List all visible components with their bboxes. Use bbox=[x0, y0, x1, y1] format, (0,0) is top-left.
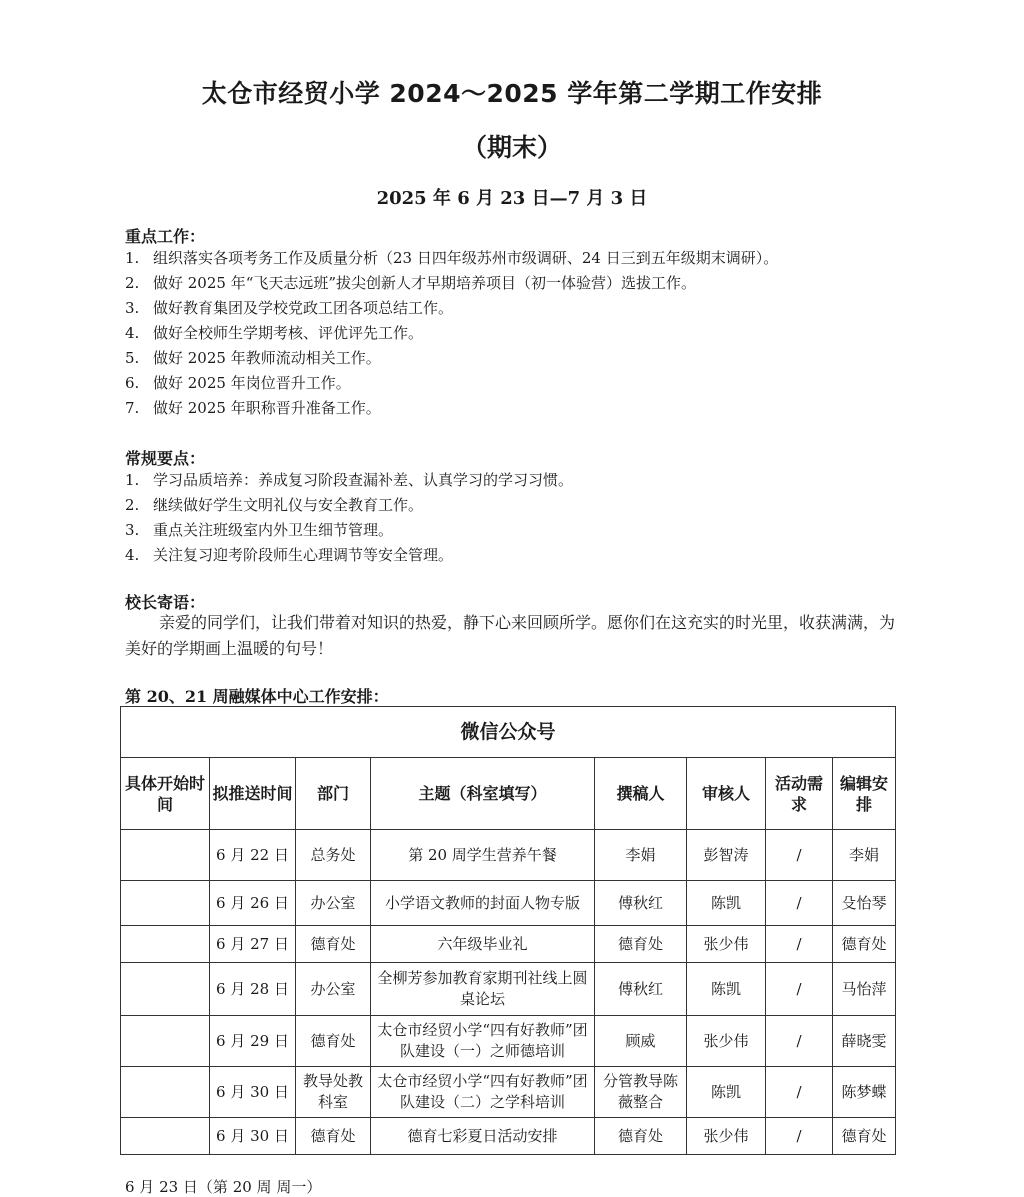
column-header: 撰稿人 bbox=[595, 758, 687, 830]
list-item bbox=[125, 246, 778, 271]
list-item-text: 继续做好学生文明礼仪与安全教育工作。 bbox=[153, 496, 424, 514]
table-row bbox=[121, 963, 896, 1016]
list-item bbox=[125, 371, 778, 396]
table-row bbox=[121, 881, 896, 926]
reviewer-cell: 张少伟 bbox=[687, 1016, 766, 1067]
list-item-text: 重点关注班级室内外卫生细节管理。 bbox=[153, 521, 394, 539]
needs-cell: / bbox=[766, 1016, 833, 1067]
writer-cell: 傅秋红 bbox=[595, 881, 687, 926]
reviewer-cell: 张少伟 bbox=[687, 1118, 766, 1155]
push-date-cell: 6 月 28 日 bbox=[210, 963, 296, 1016]
list-item bbox=[125, 396, 778, 421]
department-cell: 办公室 bbox=[296, 881, 371, 926]
list-item-text: 做好教育集团及学校党政工团各项总结工作。 bbox=[153, 299, 454, 317]
document-subtitle: （期末） bbox=[461, 133, 562, 162]
next-section-line: 6 月 23 日（第 20 周 周一） bbox=[125, 1178, 322, 1196]
needs-cell: / bbox=[766, 830, 833, 881]
list-item-number: 6. bbox=[125, 374, 140, 392]
topic-cell: 小学语文教师的封面人物专版 bbox=[371, 881, 595, 926]
table-header-row bbox=[121, 758, 896, 830]
writer-cell: 德育处 bbox=[595, 926, 687, 963]
principal-heading: 校长寄语： bbox=[125, 593, 206, 612]
list-item-text: 做好 2025 年职称晋升准备工作。 bbox=[153, 399, 381, 417]
department-cell: 办公室 bbox=[296, 963, 371, 1016]
key-work-list bbox=[125, 246, 778, 421]
list-item-number: 2. bbox=[125, 274, 140, 292]
routine-heading: 常规要点： bbox=[125, 449, 206, 468]
writer-cell: 德育处 bbox=[595, 1118, 687, 1155]
push-date-cell: 6 月 27 日 bbox=[210, 926, 296, 963]
start-time-cell bbox=[121, 881, 210, 926]
list-item-text: 学习品质培养：养成复习阶段查漏补差、认真学习的学习习惯。 bbox=[153, 471, 574, 489]
media-schedule-table bbox=[120, 706, 896, 1155]
needs-cell: / bbox=[766, 963, 833, 1016]
editor-cell: 陈梦蝶 bbox=[833, 1067, 896, 1118]
reviewer-cell: 陈凯 bbox=[687, 1067, 766, 1118]
editor-cell: 薛晓雯 bbox=[833, 1016, 896, 1067]
department-cell: 德育处 bbox=[296, 1118, 371, 1155]
routine-list bbox=[125, 468, 573, 568]
topic-cell: 全柳芳参加教育家期刊社线上圆桌论坛 bbox=[371, 963, 595, 1016]
start-time-cell bbox=[121, 1118, 210, 1155]
reviewer-cell: 张少伟 bbox=[687, 926, 766, 963]
list-item-number: 1. bbox=[125, 471, 140, 489]
column-header: 部门 bbox=[296, 758, 371, 830]
needs-cell: / bbox=[766, 1067, 833, 1118]
push-date-cell: 6 月 29 日 bbox=[210, 1016, 296, 1067]
reviewer-cell: 陈凯 bbox=[687, 881, 766, 926]
editor-cell: 马怡萍 bbox=[833, 963, 896, 1016]
principal-message: 亲爱的同学们，让我们带着对知识的热爱，静下心来回顾所学。愿你们在这充实的时光里，收获满满，为美好的学期画上温暖的句号！ bbox=[125, 613, 896, 658]
reviewer-cell: 陈凯 bbox=[687, 963, 766, 1016]
table-row bbox=[121, 1118, 896, 1155]
topic-cell: 德育七彩夏日活动安排 bbox=[371, 1118, 595, 1155]
needs-cell: / bbox=[766, 1118, 833, 1155]
document-title: 太仓市经贸小学 2024～2025 学年第二学期工作安排 bbox=[201, 79, 823, 108]
list-item-number: 3. bbox=[125, 299, 140, 317]
start-time-cell bbox=[121, 1016, 210, 1067]
department-cell: 教导处教科室 bbox=[296, 1067, 371, 1118]
column-header: 活动需求 bbox=[766, 758, 833, 830]
table-row bbox=[121, 926, 896, 963]
editor-cell: 德育处 bbox=[833, 1118, 896, 1155]
start-time-cell bbox=[121, 926, 210, 963]
editor-cell: 德育处 bbox=[833, 926, 896, 963]
column-header: 拟推送时间 bbox=[210, 758, 296, 830]
list-item-text: 做好 2025 年“飞天志远班”拔尖创新人才早期培养项目（初一体验营）选拔工作。 bbox=[153, 274, 697, 292]
needs-cell: / bbox=[766, 881, 833, 926]
list-item-number: 5. bbox=[125, 349, 140, 367]
needs-cell: / bbox=[766, 926, 833, 963]
list-item bbox=[125, 321, 778, 346]
table-row bbox=[121, 1067, 896, 1118]
department-cell: 总务处 bbox=[296, 830, 371, 881]
list-item bbox=[125, 518, 573, 543]
column-header: 主题（科室填写） bbox=[371, 758, 595, 830]
start-time-cell bbox=[121, 963, 210, 1016]
list-item-text: 做好全校师生学期考核、评优评先工作。 bbox=[153, 324, 424, 342]
list-item-text: 关注复习迎考阶段师生心理调节等安全管理。 bbox=[153, 546, 454, 564]
list-item-number: 1. bbox=[125, 249, 140, 267]
push-date-cell: 6 月 26 日 bbox=[210, 881, 296, 926]
list-item bbox=[125, 346, 778, 371]
list-item bbox=[125, 543, 573, 568]
table-row bbox=[121, 1016, 896, 1067]
list-item-number: 3. bbox=[125, 521, 140, 539]
topic-cell: 太仓市经贸小学“四有好教师”团队建设（二）之学科培训 bbox=[371, 1067, 595, 1118]
list-item bbox=[125, 468, 573, 493]
editor-cell: 李娟 bbox=[833, 830, 896, 881]
start-time-cell bbox=[121, 1067, 210, 1118]
column-header: 编辑安排 bbox=[833, 758, 896, 830]
department-cell: 德育处 bbox=[296, 1016, 371, 1067]
editor-cell: 殳怡琴 bbox=[833, 881, 896, 926]
topic-cell: 第 20 周学生营养午餐 bbox=[371, 830, 595, 881]
table-row bbox=[121, 830, 896, 881]
department-cell: 德育处 bbox=[296, 926, 371, 963]
list-item-text: 做好 2025 年岗位晋升工作。 bbox=[153, 374, 351, 392]
push-date-cell: 6 月 22 日 bbox=[210, 830, 296, 881]
writer-cell: 分管教导陈薇整合 bbox=[595, 1067, 687, 1118]
push-date-cell: 6 月 30 日 bbox=[210, 1067, 296, 1118]
push-date-cell: 6 月 30 日 bbox=[210, 1118, 296, 1155]
reviewer-cell: 彭智涛 bbox=[687, 830, 766, 881]
list-item bbox=[125, 493, 573, 518]
list-item-number: 4. bbox=[125, 546, 140, 564]
writer-cell: 顾威 bbox=[595, 1016, 687, 1067]
list-item-text: 组织落实各项考务工作及质量分析（23 日四年级苏州市级调研、24 日三到五年级期末调研）。 bbox=[153, 249, 779, 267]
list-item-number: 2. bbox=[125, 496, 140, 514]
column-header: 具体开始时间 bbox=[121, 758, 210, 830]
table-caption: 微信公众号 bbox=[121, 707, 896, 758]
start-time-cell bbox=[121, 830, 210, 881]
topic-cell: 六年级毕业礼 bbox=[371, 926, 595, 963]
list-item-number: 7. bbox=[125, 399, 140, 417]
topic-cell: 太仓市经贸小学“四有好教师”团队建设（一）之师德培训 bbox=[371, 1016, 595, 1067]
list-item bbox=[125, 271, 778, 296]
date-range: 2025 年 6 月 23 日—7 月 3 日 bbox=[376, 188, 648, 209]
column-header: 审核人 bbox=[687, 758, 766, 830]
media-center-heading: 第 20、21 周融媒体中心工作安排： bbox=[125, 687, 389, 706]
list-item-number: 4. bbox=[125, 324, 140, 342]
writer-cell: 傅秋红 bbox=[595, 963, 687, 1016]
list-item bbox=[125, 296, 778, 321]
writer-cell: 李娟 bbox=[595, 830, 687, 881]
key-work-heading: 重点工作： bbox=[125, 227, 206, 246]
list-item-text: 做好 2025 年教师流动相关工作。 bbox=[153, 349, 381, 367]
